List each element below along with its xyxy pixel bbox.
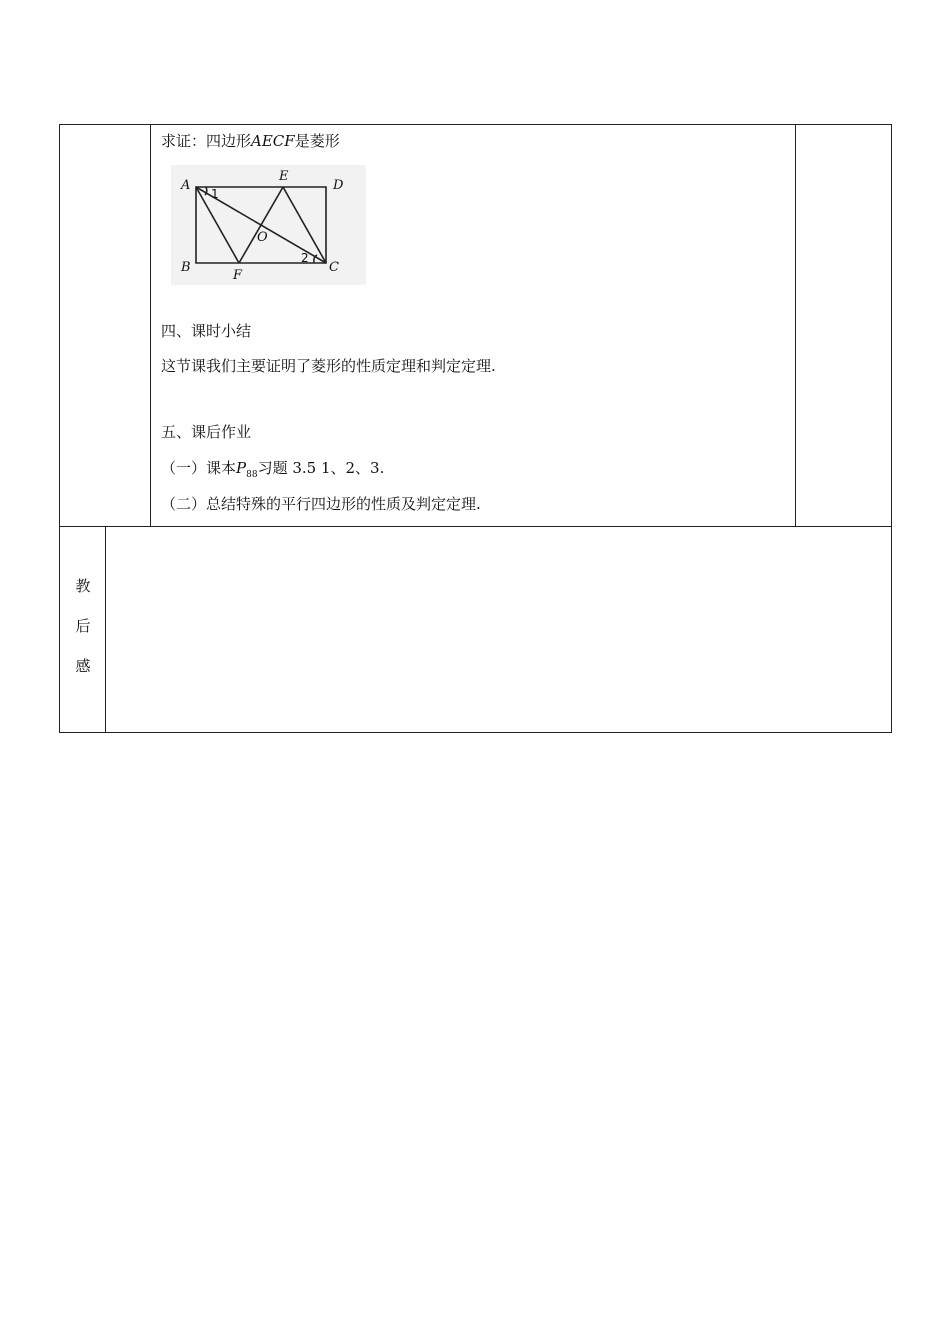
reflection-label-char-3: 感 bbox=[75, 657, 91, 675]
geometry-figure bbox=[171, 165, 366, 285]
point-label-o: O bbox=[257, 230, 268, 245]
point-label-a: A bbox=[181, 178, 191, 193]
point-label-b: B bbox=[181, 260, 191, 275]
reflection-row bbox=[60, 527, 891, 732]
lesson-content-row bbox=[60, 125, 891, 527]
point-label-d: D bbox=[333, 178, 344, 193]
page-letter: P bbox=[236, 459, 247, 477]
page-number: 88 bbox=[246, 470, 258, 480]
point-label-e: E bbox=[279, 169, 289, 184]
point-label-f: F bbox=[233, 268, 243, 283]
reflection-label-char-1: 教 bbox=[75, 577, 91, 595]
summary-text: 这节课我们主要证明了菱形的性质定理和判定定理. bbox=[161, 357, 496, 375]
point-label-c: C bbox=[329, 260, 339, 275]
homework-item-2: （二）总结特殊的平行四边形的性质及判定定理. bbox=[161, 495, 481, 513]
homework-item-1: （一）课本$P_{88}$习题 3.5 1、2、3. bbox=[161, 459, 385, 480]
summary-heading: 四、课时小结 bbox=[161, 322, 252, 340]
proof-statement: 求证：四边形AECF是菱形 bbox=[161, 132, 340, 150]
column-divider-right bbox=[795, 125, 796, 526]
homework-heading: 五、课后作业 bbox=[161, 423, 252, 441]
lesson-table bbox=[59, 124, 892, 733]
angle-label-1: 1 bbox=[211, 187, 219, 201]
shape-name: AECF bbox=[251, 132, 295, 150]
reflection-label-char-2: 后 bbox=[75, 617, 91, 635]
column-divider-left bbox=[150, 125, 151, 526]
angle-label-2: 2 bbox=[301, 251, 309, 265]
